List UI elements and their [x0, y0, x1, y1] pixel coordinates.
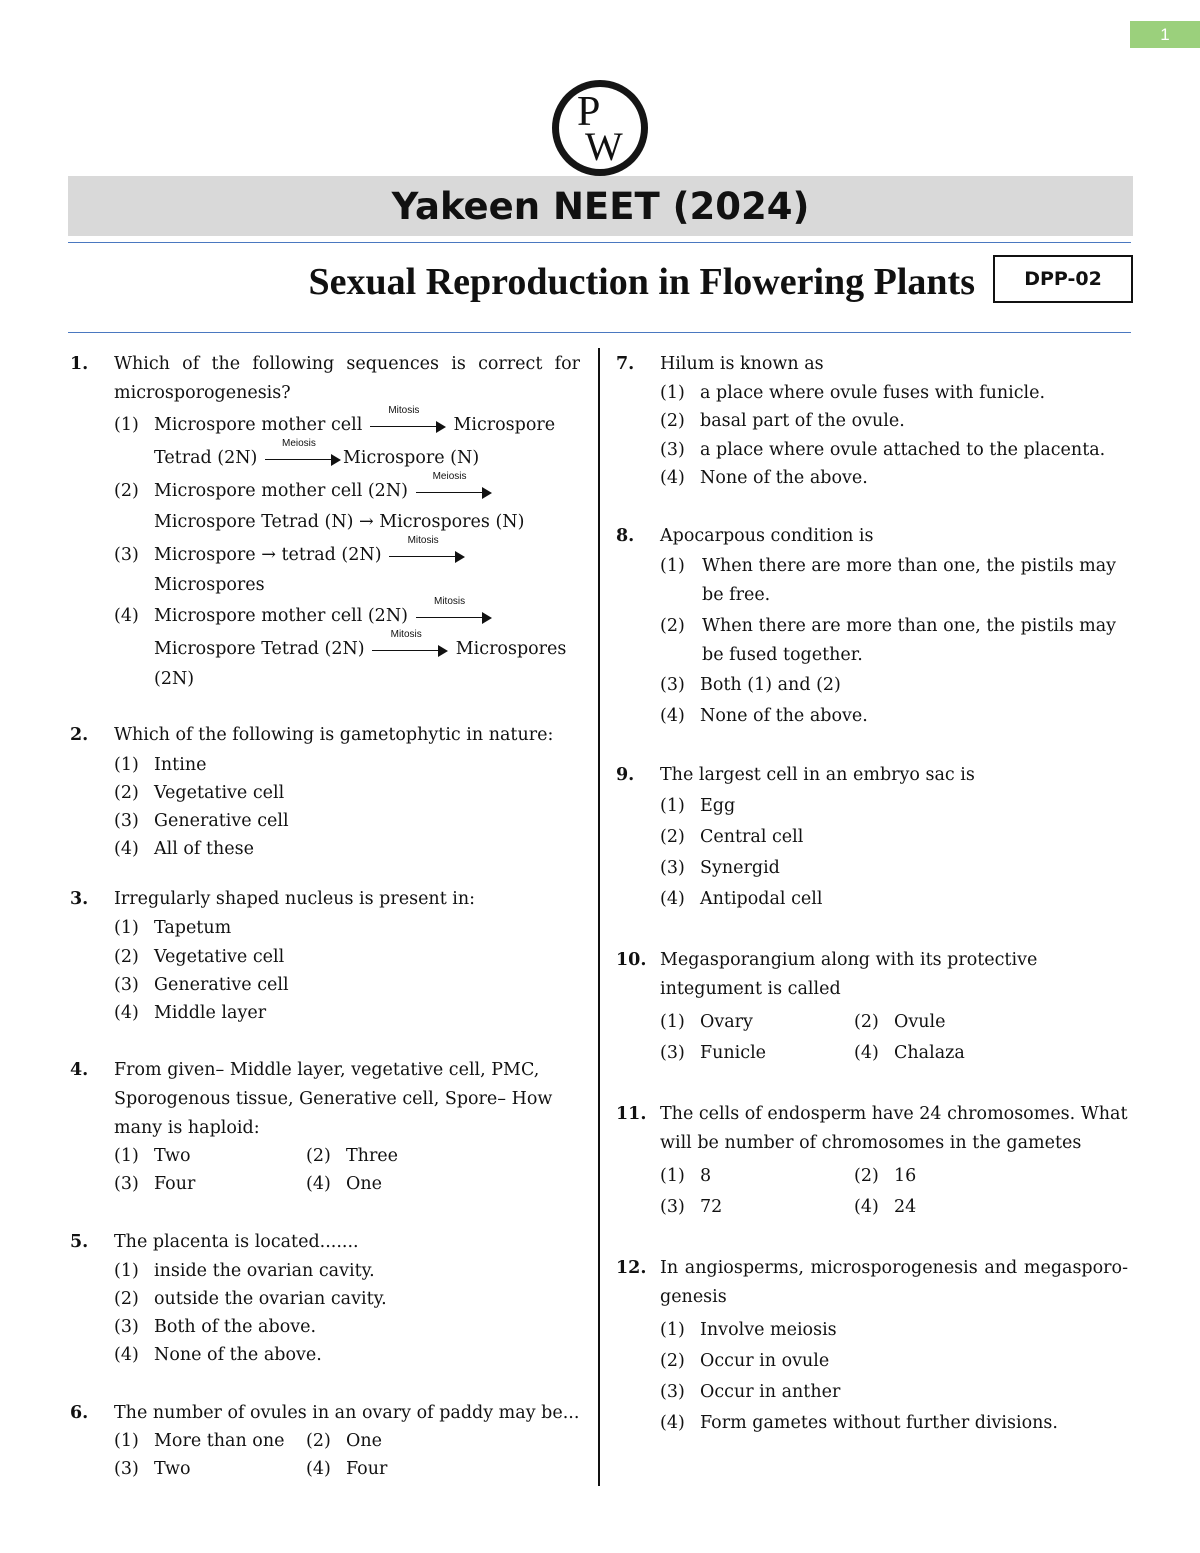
chapter-title: Sexual Reproduction in Flowering Plants	[308, 261, 975, 303]
option-label: (2)	[660, 827, 685, 847]
option-2[interactable]	[660, 407, 905, 436]
option-text: Microspore Tetrad (N) → Microspores (N)	[154, 512, 525, 532]
option-text: Generative cell	[154, 975, 289, 995]
question-10	[616, 946, 1128, 1076]
question-stem: Which of the following sequences is correct for microsporogenesis?	[114, 354, 580, 403]
option-label: (4)	[660, 889, 685, 909]
option-1[interactable]	[660, 552, 1128, 610]
option-1[interactable]	[114, 404, 556, 440]
option-label: (4)	[660, 468, 685, 488]
option-label: (1)	[660, 1166, 685, 1186]
option-label: (3)	[114, 1459, 139, 1479]
question-number: 6.	[70, 1403, 89, 1423]
option-1[interactable]	[660, 1316, 837, 1345]
option-text: Generative cell	[154, 811, 289, 831]
option-label: (3)	[114, 545, 139, 565]
arrow-caption: Mitosis	[388, 404, 420, 416]
option-4[interactable]	[114, 1341, 322, 1370]
option-4-line-3	[154, 665, 194, 694]
option-1[interactable]	[114, 914, 231, 943]
option-label: (3)	[660, 1382, 685, 1402]
option-text: Occur in anther	[700, 1382, 841, 1402]
question-5	[70, 1228, 580, 1373]
option-text: Two	[154, 1459, 191, 1479]
option-label: (1)	[660, 796, 685, 816]
question-stem: In angiosperms, microsporogenesis and megasporo-genesis	[660, 1258, 1128, 1307]
option-label: (4)	[114, 606, 139, 626]
option-text: Tetrad (2N)	[154, 448, 258, 468]
option-1[interactable]	[114, 1142, 191, 1171]
option-text: 8	[700, 1166, 712, 1186]
option-4[interactable]	[660, 1409, 1058, 1438]
option-text: Vegetative cell	[154, 947, 285, 967]
question-8	[616, 522, 1128, 732]
question-9	[616, 761, 1128, 921]
option-label: (1)	[114, 1431, 139, 1451]
option-3[interactable]	[660, 854, 780, 883]
reaction-arrow	[416, 595, 492, 624]
option-label: (3)	[114, 1174, 139, 1194]
option-3[interactable]	[660, 1193, 722, 1222]
banner-title: Yakeen NEET (2024)	[391, 184, 810, 228]
question-number: 3.	[70, 889, 89, 909]
option-text: Tapetum	[154, 918, 232, 938]
option-2[interactable]	[114, 779, 284, 808]
option-label: (3)	[660, 440, 685, 460]
arrow-caption: Meiosis	[432, 470, 467, 482]
question-2	[70, 721, 580, 866]
option-label: (1)	[114, 918, 139, 938]
question-stem: Megasporangium along with its protective integument is called	[660, 950, 1038, 999]
option-label: (1)	[660, 1012, 685, 1032]
arrow-caption: Mitosis	[407, 534, 439, 546]
question-stem: Irregularly shaped nucleus is present in:	[114, 889, 476, 909]
option-label: (1)	[114, 755, 139, 775]
option-4[interactable]	[114, 999, 266, 1028]
option-4[interactable]	[854, 1039, 965, 1068]
option-label: (1)	[114, 1146, 139, 1166]
option-text: Microspore Tetrad (2N)	[154, 639, 365, 659]
question-number: 1.	[70, 354, 89, 374]
option-label: (4)	[114, 1345, 139, 1365]
question-number: 4.	[70, 1060, 89, 1080]
question-number: 8.	[616, 526, 635, 546]
option-text: All of these	[154, 839, 254, 859]
option-label: (4)	[114, 1003, 139, 1023]
option-2[interactable]	[854, 1008, 945, 1037]
question-stem: The cells of endosperm have 24 chromosomes. What will be number of chromosomes in the gametes	[660, 1104, 1128, 1153]
option-1[interactable]	[660, 379, 1045, 408]
reaction-arrow	[389, 534, 465, 563]
option-2[interactable]	[660, 1347, 829, 1376]
question-stem: From given– Middle layer, vegetative cell, PMC, Sporogenous tissue, Generative cell, Spore– How many is haploid:	[114, 1060, 553, 1138]
option-text: When there are more than one, the pistils may be fused together.	[702, 616, 1117, 665]
page-number: 1	[1130, 21, 1200, 48]
option-label: (4)	[854, 1197, 879, 1217]
question-number: 2.	[70, 725, 89, 745]
option-label: (3)	[114, 975, 139, 995]
option-text: More than one	[154, 1431, 285, 1451]
option-text: 72	[700, 1197, 723, 1217]
question-number: 11.	[616, 1104, 647, 1124]
question-7	[616, 350, 1128, 495]
reaction-arrow	[370, 404, 446, 433]
option-label: (2)	[114, 481, 139, 501]
reaction-arrow	[416, 470, 492, 499]
option-text: Chalaza	[894, 1043, 965, 1063]
option-text: 16	[894, 1166, 917, 1186]
option-2-line-2	[154, 508, 524, 537]
option-label: (1)	[114, 415, 139, 435]
option-label: (1)	[660, 383, 685, 403]
option-4[interactable]	[660, 464, 868, 493]
option-text: a place where ovule attached to the placenta.	[700, 440, 1106, 460]
banner	[68, 176, 1133, 236]
option-text: Four	[154, 1174, 196, 1194]
option-3[interactable]	[114, 1455, 191, 1484]
option-text: Both of the above.	[154, 1317, 317, 1337]
rule-top	[68, 242, 1131, 243]
question-12	[616, 1254, 1128, 1444]
option-text: Microspore mother cell (2N)	[154, 481, 408, 501]
option-2[interactable]	[306, 1427, 382, 1456]
question-1	[70, 350, 580, 695]
question-number: 10.	[616, 950, 647, 970]
option-label: (3)	[660, 858, 685, 878]
option-text: (2N)	[154, 669, 195, 689]
option-label: (2)	[660, 1351, 685, 1371]
arrow-caption: Mitosis	[390, 628, 422, 640]
option-text: a place where ovule fuses with funicle.	[700, 383, 1046, 403]
option-3-line-2	[154, 571, 265, 600]
question-stem: Hilum is known as	[660, 354, 824, 374]
option-4-line-2	[154, 628, 567, 664]
column-divider	[598, 348, 600, 1486]
option-label: (3)	[660, 1043, 685, 1063]
option-text: Occur in ovule	[700, 1351, 830, 1371]
option-4[interactable]	[306, 1455, 387, 1484]
option-label: (3)	[114, 1317, 139, 1337]
option-4[interactable]	[114, 595, 494, 631]
rule-bottom	[68, 332, 1131, 333]
option-1[interactable]	[660, 1008, 753, 1037]
option-text: None of the above.	[700, 706, 868, 726]
option-3[interactable]	[660, 1378, 840, 1407]
question-number: 12.	[616, 1258, 647, 1278]
question-number: 9.	[616, 765, 635, 785]
option-label: (1)	[114, 1261, 139, 1281]
question-stem: Apocarpous condition is	[660, 526, 874, 546]
option-label: (2)	[660, 616, 685, 636]
option-3[interactable]	[660, 436, 1105, 465]
option-2[interactable]	[660, 823, 803, 852]
option-label: (2)	[114, 783, 139, 803]
option-text: inside the ovarian cavity.	[154, 1261, 375, 1281]
option-label: (1)	[660, 556, 685, 576]
option-text: Two	[154, 1146, 191, 1166]
option-text: Middle layer	[154, 1003, 267, 1023]
option-3[interactable]	[114, 807, 289, 836]
option-text: Microspore (N)	[342, 448, 480, 468]
option-2[interactable]	[306, 1142, 398, 1171]
option-text: Vegetative cell	[154, 783, 285, 803]
option-3[interactable]	[660, 1039, 766, 1068]
option-4[interactable]	[114, 835, 254, 864]
option-4[interactable]	[306, 1170, 382, 1199]
question-stem: Which of the following is gametophytic in nature:	[114, 725, 554, 745]
option-1[interactable]	[114, 1427, 284, 1456]
logo-letter-w: W	[585, 124, 623, 169]
option-text: Both (1) and (2)	[700, 675, 841, 695]
question-3	[70, 885, 580, 1030]
question-11	[616, 1100, 1128, 1230]
option-text: Four	[346, 1459, 388, 1479]
option-3[interactable]	[660, 671, 841, 700]
option-label: (2)	[854, 1012, 879, 1032]
option-text: 24	[894, 1197, 917, 1217]
question-4	[70, 1056, 580, 1201]
option-text: Central cell	[700, 827, 804, 847]
option-text: Microspore → tetrad (2N)	[154, 545, 382, 565]
option-1-line-2	[154, 437, 480, 473]
reaction-arrow	[372, 628, 448, 657]
option-label: (2)	[306, 1431, 331, 1451]
logo-ring	[559, 87, 641, 169]
option-2[interactable]	[854, 1162, 916, 1191]
option-label: (4)	[660, 1413, 685, 1433]
option-label: (2)	[114, 947, 139, 967]
option-text: Microspore mother cell	[154, 415, 363, 435]
option-3[interactable]	[114, 1170, 195, 1199]
option-2[interactable]	[660, 612, 1128, 670]
option-label: (3)	[114, 811, 139, 831]
option-label: (2)	[660, 411, 685, 431]
option-label: (2)	[306, 1146, 331, 1166]
option-text: When there are more than one, the pistils may be free.	[702, 556, 1117, 605]
dpp-badge: DPP-02	[993, 255, 1133, 303]
question-number: 7.	[616, 354, 635, 374]
question-stem: The number of ovules in an ovary of paddy may be...	[114, 1403, 580, 1423]
option-text: basal part of the ovule.	[700, 411, 905, 431]
option-2[interactable]	[114, 1285, 387, 1314]
option-text: One	[346, 1174, 382, 1194]
option-text: Antipodal cell	[700, 889, 823, 909]
option-text: Intine	[154, 755, 207, 775]
option-text: Ovule	[894, 1012, 946, 1032]
option-text: One	[346, 1431, 382, 1451]
option-text: Synergid	[700, 858, 780, 878]
arrow-caption: Mitosis	[433, 595, 466, 607]
question-stem: The placenta is located.......	[114, 1232, 359, 1252]
option-label: (4)	[306, 1174, 331, 1194]
pw-logo	[552, 80, 648, 176]
option-2[interactable]	[114, 470, 494, 506]
option-text: Microspores	[154, 575, 265, 595]
option-text: Microspore mother cell (2N)	[154, 606, 408, 626]
option-text: None of the above.	[700, 468, 868, 488]
option-text: Microspores	[455, 639, 567, 659]
option-4[interactable]	[660, 702, 868, 731]
logo-letter-p: P	[577, 89, 601, 135]
option-label: (4)	[114, 839, 139, 859]
option-3[interactable]	[114, 1313, 316, 1342]
option-text: Ovary	[700, 1012, 753, 1032]
option-label: (4)	[306, 1459, 331, 1479]
option-1[interactable]	[114, 751, 206, 780]
option-label: (4)	[854, 1043, 879, 1063]
option-text: Funicle	[700, 1043, 767, 1063]
option-text: Involve meiosis	[700, 1320, 837, 1340]
option-4[interactable]	[660, 885, 822, 914]
option-text: Microspore	[453, 415, 556, 435]
option-label: (2)	[854, 1166, 879, 1186]
option-3[interactable]	[114, 534, 467, 570]
option-3[interactable]	[114, 971, 289, 1000]
option-label: (3)	[660, 675, 685, 695]
option-4[interactable]	[854, 1193, 916, 1222]
option-text: None of the above.	[154, 1345, 322, 1365]
option-2[interactable]	[114, 943, 284, 972]
reaction-arrow	[265, 437, 341, 466]
option-text: Form gametes without further divisions.	[700, 1413, 1058, 1433]
question-6	[70, 1399, 580, 1489]
question-number: 5.	[70, 1232, 89, 1252]
option-label: (4)	[660, 706, 685, 726]
option-text: Egg	[700, 796, 736, 816]
option-text: Three	[346, 1146, 399, 1166]
option-label: (3)	[660, 1197, 685, 1217]
option-1[interactable]	[660, 1162, 711, 1191]
option-text: outside the ovarian cavity.	[154, 1289, 387, 1309]
question-stem: The largest cell in an embryo sac is	[660, 765, 975, 785]
arrow-caption: Meiosis	[282, 437, 316, 449]
option-1[interactable]	[114, 1257, 375, 1286]
option-label: (1)	[660, 1320, 685, 1340]
option-1[interactable]	[660, 792, 735, 821]
option-label: (2)	[114, 1289, 139, 1309]
